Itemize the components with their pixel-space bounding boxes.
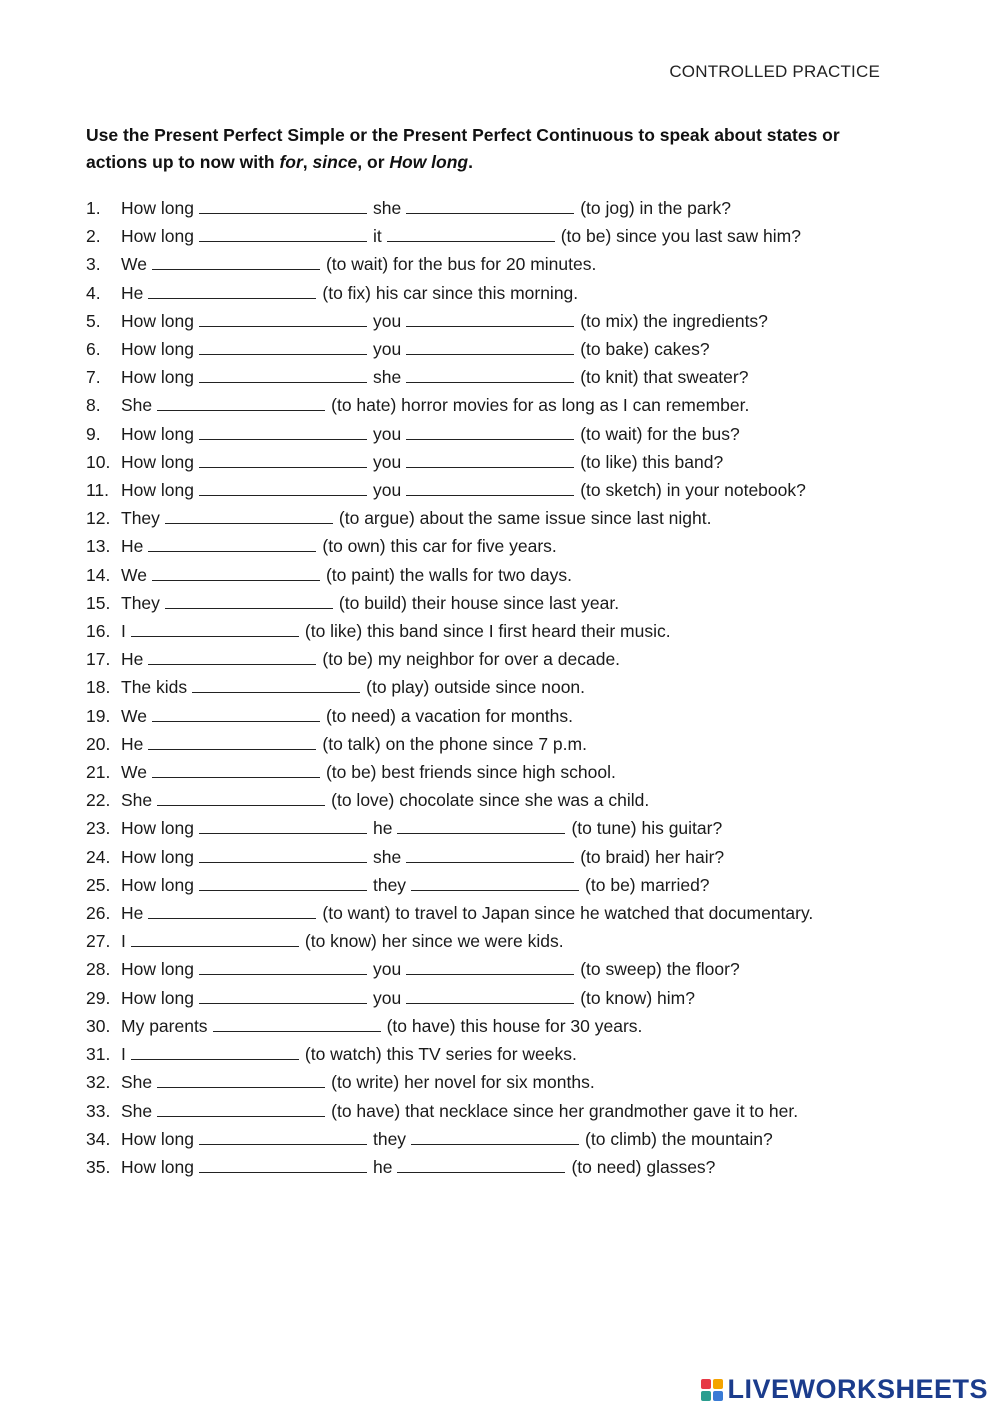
- answer-blank[interactable]: [406, 421, 574, 440]
- item-segment: (to climb) the mountain?: [585, 1128, 773, 1149]
- instructions-sep2: , or: [357, 152, 390, 172]
- answer-blank[interactable]: [199, 844, 367, 863]
- item-segment: you: [372, 451, 402, 472]
- item-text: [121, 814, 906, 842]
- item-number: 9.: [86, 423, 101, 444]
- answer-blank[interactable]: [157, 1069, 325, 1088]
- item-text: [121, 391, 906, 419]
- item-segment: How long: [121, 987, 194, 1008]
- item-text: [121, 1012, 906, 1040]
- item-segment: (to paint) the walls for two days.: [325, 564, 573, 585]
- answer-blank[interactable]: [199, 336, 367, 355]
- answer-blank[interactable]: [152, 703, 320, 722]
- answer-blank[interactable]: [213, 1013, 381, 1032]
- item-number: 1.: [86, 198, 101, 218]
- item-segment: (to wait) for the bus for 20 minutes.: [325, 254, 597, 275]
- item-segment: I: [121, 931, 126, 952]
- answer-blank[interactable]: [406, 195, 574, 214]
- exercise-item: [86, 927, 906, 955]
- item-number: 23.: [86, 818, 111, 839]
- answer-blank[interactable]: [406, 336, 574, 355]
- item-number: 7.: [86, 367, 101, 388]
- item-segment: you: [372, 310, 402, 331]
- answer-blank[interactable]: [148, 900, 316, 919]
- item-text: [121, 1125, 906, 1153]
- item-segment: We: [121, 254, 147, 275]
- item-text: [121, 617, 906, 645]
- item-segment: The kids: [121, 677, 188, 698]
- item-number: 33.: [86, 1100, 111, 1121]
- answer-blank[interactable]: [406, 449, 574, 468]
- item-number: 35.: [86, 1156, 111, 1177]
- item-number: 17.: [86, 649, 111, 670]
- item-segment: (to sweep) the floor?: [580, 959, 740, 980]
- item-text: [121, 786, 906, 814]
- item-number: 22.: [86, 790, 111, 811]
- item-segment: We: [121, 564, 147, 585]
- exercise-item: [86, 843, 906, 871]
- item-segment: How long: [121, 451, 194, 472]
- item-segment: How long: [121, 1156, 194, 1177]
- item-text: [121, 589, 906, 617]
- answer-blank[interactable]: [148, 533, 316, 552]
- item-segment: (to hate) horror movies for as long as I can remember.: [331, 395, 750, 416]
- item-number: 29.: [86, 987, 111, 1008]
- item-number: 13.: [86, 536, 111, 557]
- item-text: [121, 1153, 906, 1181]
- item-text: [121, 420, 906, 448]
- item-segment: They: [121, 592, 160, 613]
- item-text: [121, 532, 906, 560]
- answer-blank[interactable]: [157, 1098, 325, 1117]
- item-segment: (to sketch) in your notebook?: [580, 480, 806, 501]
- answer-blank[interactable]: [131, 1041, 299, 1060]
- answer-blank[interactable]: [406, 477, 574, 496]
- item-segment: she: [372, 367, 402, 388]
- item-segment: She: [121, 1072, 153, 1093]
- exercise-item: [86, 1125, 906, 1153]
- exercise-item: [86, 871, 906, 899]
- item-number: 2.: [86, 226, 101, 247]
- item-text: [121, 448, 906, 476]
- exercise-item: [86, 279, 906, 307]
- item-text: [121, 871, 906, 899]
- answer-blank[interactable]: [411, 872, 579, 891]
- liveworksheets-logo-icon: [701, 1379, 723, 1401]
- item-text: [121, 955, 906, 983]
- exercise-item: [86, 307, 906, 335]
- item-number: 10.: [86, 451, 111, 472]
- item-segment: (to write) her novel for six months.: [331, 1072, 595, 1093]
- answer-blank[interactable]: [199, 364, 367, 383]
- exercise-item: [86, 673, 906, 701]
- answer-blank[interactable]: [199, 195, 367, 214]
- item-text: [121, 673, 906, 701]
- answer-blank[interactable]: [157, 392, 325, 411]
- item-segment: (to have) this house for 30 years.: [386, 1015, 643, 1036]
- instructions: [86, 122, 886, 176]
- exercise-item: [86, 758, 906, 786]
- answer-blank[interactable]: [199, 985, 367, 1004]
- item-segment: you: [372, 423, 402, 444]
- answer-blank[interactable]: [148, 731, 316, 750]
- item-number: 8.: [86, 395, 101, 416]
- item-segment: How long: [121, 226, 194, 247]
- item-segment: you: [372, 480, 402, 501]
- item-segment: (to watch) this TV series for weeks.: [304, 1044, 577, 1065]
- item-number: 19.: [86, 705, 111, 726]
- item-segment: they: [372, 1128, 407, 1149]
- exercise-item: [86, 702, 906, 730]
- item-text: [121, 194, 906, 222]
- item-segment: He: [121, 536, 144, 557]
- answer-blank[interactable]: [165, 590, 333, 609]
- item-segment: she: [372, 198, 402, 218]
- item-number: 15.: [86, 592, 111, 613]
- item-segment: (to talk) on the phone since 7 p.m.: [322, 733, 587, 754]
- item-segment: (to love) chocolate since she was a child.: [331, 790, 650, 811]
- item-text: [121, 307, 906, 335]
- item-number: 28.: [86, 959, 111, 980]
- exercise-item: [86, 786, 906, 814]
- answer-blank[interactable]: [406, 844, 574, 863]
- item-number: 34.: [86, 1128, 111, 1149]
- answer-blank[interactable]: [406, 985, 574, 1004]
- answer-blank[interactable]: [199, 477, 367, 496]
- item-segment: He: [121, 282, 144, 303]
- answer-blank[interactable]: [131, 618, 299, 637]
- item-segment: (to build) their house since last year.: [338, 592, 620, 613]
- answer-blank[interactable]: [199, 872, 367, 891]
- item-segment: How long: [121, 339, 194, 360]
- exercise-item: [86, 561, 906, 589]
- item-segment: He: [121, 649, 144, 670]
- item-number: 21.: [86, 762, 111, 783]
- item-text: [121, 843, 906, 871]
- exercise-item: [86, 363, 906, 391]
- item-segment: (to mix) the ingredients?: [580, 310, 768, 331]
- exercise-item: [86, 194, 906, 222]
- exercise-item: [86, 504, 906, 532]
- item-segment: (to need) a vacation for months.: [325, 705, 574, 726]
- item-segment: (to tune) his guitar?: [571, 818, 723, 839]
- item-number: 24.: [86, 846, 111, 867]
- answer-blank[interactable]: [199, 421, 367, 440]
- answer-blank[interactable]: [192, 674, 360, 693]
- logo-square-2: [713, 1379, 723, 1389]
- exercise-item: [86, 984, 906, 1012]
- answer-blank[interactable]: [406, 956, 574, 975]
- answer-blank[interactable]: [131, 928, 299, 947]
- exercise-item: [86, 645, 906, 673]
- exercise-item: [86, 335, 906, 363]
- item-segment: you: [372, 959, 402, 980]
- item-segment: (to bake) cakes?: [580, 339, 710, 360]
- item-segment: My parents: [121, 1015, 208, 1036]
- item-number: 6.: [86, 339, 101, 360]
- answer-blank[interactable]: [397, 815, 565, 834]
- answer-blank[interactable]: [411, 1126, 579, 1145]
- logo-square-3: [701, 1391, 711, 1401]
- exercise-item: [86, 420, 906, 448]
- item-segment: you: [372, 987, 402, 1008]
- exercise-item: [86, 1097, 906, 1125]
- item-segment: (to argue) about the same issue since last night.: [338, 508, 712, 529]
- exercise-item: [86, 617, 906, 645]
- item-segment: (to be) my neighbor for over a decade.: [322, 649, 621, 670]
- item-text: [121, 984, 906, 1012]
- item-text: [121, 222, 906, 250]
- item-segment: (to knit) that sweater?: [580, 367, 749, 388]
- item-segment: She: [121, 1100, 153, 1121]
- answer-blank[interactable]: [148, 646, 316, 665]
- answer-blank[interactable]: [199, 1126, 367, 1145]
- item-segment: (to need) glasses?: [571, 1156, 716, 1177]
- exercise-item: [86, 589, 906, 617]
- item-segment: We: [121, 705, 147, 726]
- item-segment: it: [372, 226, 382, 247]
- item-text: [121, 504, 906, 532]
- item-segment: she: [372, 846, 402, 867]
- item-segment: (to have) that necklace since her grandmother gave it to her.: [331, 1100, 799, 1121]
- item-text: [121, 927, 906, 955]
- item-segment: he: [372, 818, 393, 839]
- item-text: [121, 1097, 906, 1125]
- exercise-item: [86, 448, 906, 476]
- item-segment: (to wait) for the bus?: [580, 423, 740, 444]
- instructions-end: .: [468, 152, 473, 172]
- exercise-item: [86, 391, 906, 419]
- item-segment: (to be) best friends since high school.: [325, 762, 616, 783]
- item-segment: (to play) outside since noon.: [366, 677, 586, 698]
- instructions-since: since: [312, 152, 358, 172]
- item-segment: (to fix) his car since this morning.: [322, 282, 579, 303]
- logo-square-1: [701, 1379, 711, 1389]
- answer-blank[interactable]: [148, 280, 316, 299]
- item-segment: he: [372, 1156, 393, 1177]
- item-segment: They: [121, 508, 160, 529]
- item-segment: (to like) this band since I first heard their music.: [304, 621, 671, 642]
- answer-blank[interactable]: [397, 1154, 565, 1173]
- item-segment: She: [121, 395, 153, 416]
- item-number: 11.: [86, 480, 110, 501]
- item-segment: He: [121, 903, 144, 924]
- item-segment: How long: [121, 874, 194, 895]
- item-segment: (to own) this car for five years.: [322, 536, 557, 557]
- instructions-sep1: ,: [302, 152, 313, 172]
- exercise-item: [86, 899, 906, 927]
- item-number: 16.: [86, 621, 111, 642]
- exercise-list: [86, 194, 906, 1181]
- answer-blank[interactable]: [199, 1154, 367, 1173]
- item-number: 27.: [86, 931, 111, 952]
- answer-blank[interactable]: [406, 308, 574, 327]
- item-segment: (to know) her since we were kids.: [304, 931, 564, 952]
- item-segment: I: [121, 1044, 126, 1065]
- answer-blank[interactable]: [199, 223, 367, 242]
- item-number: 3.: [86, 254, 101, 275]
- item-segment: they: [372, 874, 407, 895]
- item-segment: How long: [121, 198, 194, 218]
- exercise-item: [86, 222, 906, 250]
- item-number: 14.: [86, 564, 111, 585]
- header-label: CONTROLLED PRACTICE: [669, 62, 880, 81]
- answer-blank[interactable]: [152, 759, 320, 778]
- item-segment: She: [121, 790, 153, 811]
- item-text: [121, 645, 906, 673]
- item-text: [121, 476, 906, 504]
- item-segment: (to know) him?: [580, 987, 695, 1008]
- item-number: 32.: [86, 1072, 111, 1093]
- logo-square-4: [713, 1391, 723, 1401]
- liveworksheets-logo-text: LIVEWORKSHEETS: [727, 1374, 988, 1404]
- item-segment: How long: [121, 1128, 194, 1149]
- item-number: 25.: [86, 874, 111, 895]
- item-segment: How long: [121, 818, 194, 839]
- exercise-item: [86, 730, 906, 758]
- item-segment: (to be) since you last saw him?: [560, 226, 801, 247]
- item-number: 18.: [86, 677, 111, 698]
- item-text: [121, 250, 906, 278]
- answer-blank[interactable]: [199, 815, 367, 834]
- item-text: [121, 702, 906, 730]
- exercise-item: [86, 250, 906, 278]
- exercise-item: [86, 814, 906, 842]
- item-text: [121, 899, 906, 927]
- item-text: [121, 1040, 906, 1068]
- item-segment: (to jog) in the park?: [580, 198, 731, 218]
- item-segment: How long: [121, 846, 194, 867]
- item-segment: I: [121, 621, 126, 642]
- answer-blank[interactable]: [199, 308, 367, 327]
- exercise-item: [86, 955, 906, 983]
- answer-blank[interactable]: [152, 562, 320, 581]
- item-segment: (to like) this band?: [580, 451, 724, 472]
- item-segment: (to want) to travel to Japan since he watched that documentary.: [322, 903, 814, 924]
- item-number: 12.: [86, 508, 111, 529]
- item-number: 30.: [86, 1015, 111, 1036]
- liveworksheets-logo: [701, 1374, 988, 1405]
- item-segment: He: [121, 733, 144, 754]
- exercise-item: [86, 1040, 906, 1068]
- item-segment: How long: [121, 367, 194, 388]
- exercise-item: [86, 1012, 906, 1040]
- item-segment: How long: [121, 423, 194, 444]
- instructions-how-long: How long: [389, 152, 469, 172]
- answer-blank[interactable]: [406, 364, 574, 383]
- item-number: 31.: [86, 1044, 111, 1065]
- item-text: [121, 363, 906, 391]
- item-segment: (to be) married?: [585, 874, 710, 895]
- item-text: [121, 1068, 906, 1096]
- item-text: [121, 758, 906, 786]
- exercise-item: [86, 532, 906, 560]
- answer-blank[interactable]: [199, 449, 367, 468]
- item-number: 20.: [86, 733, 111, 754]
- item-segment: How long: [121, 310, 194, 331]
- item-number: 5.: [86, 310, 101, 331]
- item-segment: you: [372, 339, 402, 360]
- exercise-item: [86, 476, 906, 504]
- item-segment: We: [121, 762, 147, 783]
- answer-blank[interactable]: [165, 505, 333, 524]
- answer-blank[interactable]: [157, 787, 325, 806]
- answer-blank[interactable]: [152, 251, 320, 270]
- item-segment: (to braid) her hair?: [580, 846, 725, 867]
- answer-blank[interactable]: [199, 956, 367, 975]
- item-segment: How long: [121, 480, 194, 501]
- item-text: [121, 279, 906, 307]
- instructions-for: for: [279, 152, 303, 172]
- item-number: 26.: [86, 903, 111, 924]
- exercise-item: [86, 1153, 906, 1181]
- item-text: [121, 335, 906, 363]
- item-segment: How long: [121, 959, 194, 980]
- item-number: 4.: [86, 282, 101, 303]
- item-text: [121, 730, 906, 758]
- exercise-item: [86, 1068, 906, 1096]
- answer-blank[interactable]: [387, 223, 555, 242]
- instructions-text: Use the Present Perfect Simple or the Present Perfect Continuous to speak about states or actions up to now with: [86, 125, 840, 172]
- item-text: [121, 561, 906, 589]
